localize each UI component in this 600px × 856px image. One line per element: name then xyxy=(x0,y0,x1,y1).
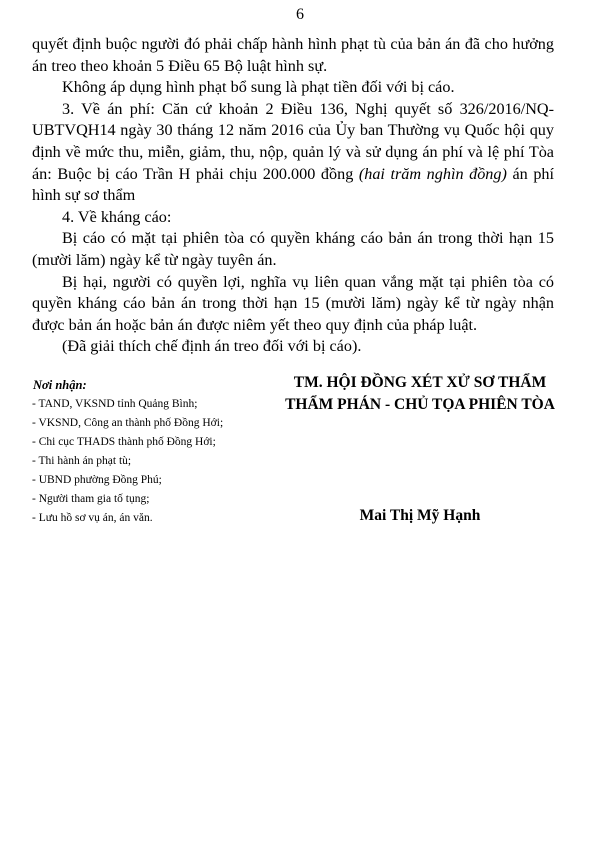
paragraph-defendant-appeal: Bị cáo có mặt tại phiên tòa có quyền kháng cáo bản án trong thời hạn 15 (mười lăm) ngày kể từ ngày tuyên án. xyxy=(32,229,554,269)
recipients-list xyxy=(32,395,282,528)
paragraph-court-fees xyxy=(32,99,554,207)
paragraph-explanation-note: (Đã giải thích chế định án treo đối với bị cáo). xyxy=(62,337,362,356)
signature-block xyxy=(260,372,580,416)
recipient-item: - VKSND, Công an thành phố Đồng Hới; xyxy=(32,417,224,429)
signer-name: Mai Thị Mỹ Hạnh xyxy=(359,507,481,524)
court-fees-tail: án phí hình sự sơ thẩm xyxy=(32,164,555,205)
recipient-item: - Người tham gia tố tụng; xyxy=(32,493,150,505)
signature-council-title: TM. HỘI ĐỒNG XÉT XỬ SƠ THẨM xyxy=(293,374,547,391)
recipients-block xyxy=(32,376,282,528)
paragraph-suspended-sentence: quyết định buộc người đó phải chấp hành hình phạt tù của bản án đã cho hưởng án treo theo khoản 5 Điều 65 Bộ luật hình sự. xyxy=(32,35,554,75)
recipient-item: - Chi cục THADS thành phố Đồng Hới; xyxy=(32,436,216,448)
recipient-item: - TAND, VKSND tỉnh Quảng Bình; xyxy=(32,398,198,410)
recipients-heading: Nơi nhận: xyxy=(33,378,87,392)
court-fees-amount-words: (hai trăm nghìn đồng) xyxy=(358,164,507,183)
paragraph-appeal-heading: 4. Về kháng cáo: xyxy=(62,207,172,226)
signature-judge-title: THẨM PHÁN - CHỦ TỌA PHIÊN TÒA xyxy=(285,396,555,413)
paragraph-no-fine: Không áp dụng hình phạt bổ sung là phạt tiền đối với bị cáo. xyxy=(62,78,455,97)
recipient-item: - Thi hành án phạt tù; xyxy=(32,455,132,467)
court-fees-text: 3. Về án phí: Căn cứ khoản 2 Điều 136, Nghị quyết số 326/2016/NQ-UBTVQH14 ngày 30 tháng 12 năm 2016 của Ủy ban Thường vụ Quốc hội quy định về mức thu, miễn, giảm, thu, nộp, quản lý và sử dụng án phí và lệ phí Tòa án: Buộc bị cáo Trần H phải chịu 200.000 đồng xyxy=(32,99,554,183)
recipient-item: - Lưu hồ sơ vụ án, án văn. xyxy=(32,512,153,524)
judgment-body xyxy=(32,34,554,358)
paragraph-victim-appeal: Bị hại, người có quyền lợi, nghĩa vụ liên quan vắng mặt tại phiên tòa có quyền kháng cáo bản án trong thời hạn 15 (mười lăm) ngày kể từ ngày nhận được bản án hoặc bản án được niêm yết theo quy định của pháp luật. xyxy=(32,272,554,334)
recipient-item: - UBND phường Đồng Phú; xyxy=(32,474,162,486)
page-number: 6 xyxy=(296,6,304,23)
